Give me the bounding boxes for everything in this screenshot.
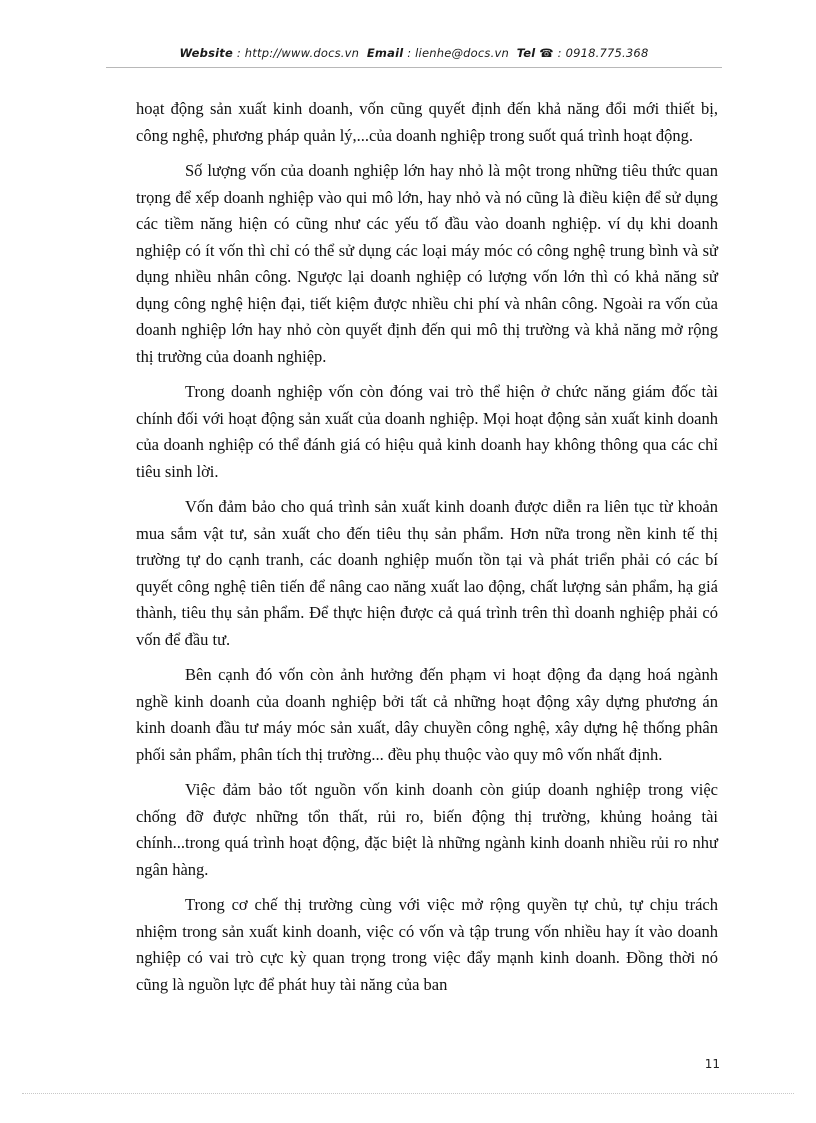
- header-divider: [106, 67, 722, 68]
- page-number: 11: [704, 1057, 720, 1071]
- website-label: Website: [179, 46, 233, 60]
- paragraph: Bên cạnh đó vốn còn ảnh hưởng đến phạm vi hoạt động đa dạng hoá ngành nghề kinh doanh của doanh nghiệp bởi tất cả những hoạt động xây dựng phương án kinh doanh đầu tư máy móc sản xuất, dây chuyền công nghệ, xây dựng hệ thống phân phối sản phẩm, phân tích thị trường... đều phụ thuộc vào quy mô vốn nhất định.: [136, 665, 718, 764]
- email-label: Email: [366, 46, 404, 60]
- paragraph: Vốn đảm bảo cho quá trình sản xuất kinh doanh được diễn ra liên tục từ khoản mua sắm vật tư, sản xuất cho đến tiêu thụ sản phẩm. Hơn nữa trong nền kinh tế thị trường tự do cạnh tranh, các doanh nghiệp muốn tồn tại và phát triển phải có các bí quyết công nghệ tiên tiến để nâng cao năng xuất lao động, chất lượng sản phẩm, hạ giá thành, tiêu thụ sản phẩm. Để thực hiện được cả quá trình trên thì doanh nghiệp phải có vốn để đầu tư.: [136, 497, 718, 649]
- footer-divider: [22, 1093, 794, 1094]
- document-body: [136, 96, 718, 1007]
- page-header: [106, 46, 722, 60]
- paragraph: Trong doanh nghiệp vốn còn đóng vai trò thể hiện ở chức năng giám đốc tài chính đối với hoạt động sản xuất của doanh nghiệp. Mọi hoạt động sản xuất kinh doanh của doanh nghiệp có thể đánh giá có hiệu quả kinh doanh hay không thông qua các chỉ tiêu sinh lời.: [136, 382, 718, 481]
- paragraph-continuation: hoạt động sản xuất kinh doanh, vốn cũng quyết định đến khả năng đổi mới thiết bị, công nghệ, phương pháp quản lý,...của doanh nghiệp trong suốt quá trình hoạt động.: [136, 99, 718, 145]
- tel-label: Tel: [516, 46, 536, 60]
- paragraph: Số lượng vốn của doanh nghiệp lớn hay nhỏ là một trong những tiêu thức quan trọng để xếp doanh nghiệp vào qui mô lớn, hay nhỏ và nó cũng là điều kiện để sử dụng các tiềm năng hiện có cũng như các yếu tố đầu vào doanh nghiệp. ví dụ khi doanh nghiệp có ít vốn thì chỉ có thể sử dụng các loại máy móc có công nghệ trung bình và sử dụng nhiều nhân công. Ngược lại doanh nghiệp có lượng vốn lớn thì có khả năng sử dụng công nghệ hiện đại, tiết kiệm được nhiều chi phí và nhân công. Ngoài ra vốn của doanh nghiệp lớn hay nhỏ còn quyết định đến qui mô thị trường và khả năng mở rộng thị trường của doanh nghiệp.: [136, 161, 718, 366]
- telephone-icon: ☎: [539, 46, 554, 60]
- email-value: : lienhe@docs.vn: [407, 46, 509, 60]
- website-value: : http://www.docs.vn: [236, 46, 360, 60]
- tel-value: : 0918.775.368: [557, 46, 649, 60]
- paragraph: Việc đảm bảo tốt nguồn vốn kinh doanh còn giúp doanh nghiệp trong việc chống đỡ được những tổn thất, rủi ro, biến động thị trường, khủng hoảng tài chính...trong quá trình hoạt động, đặc biệt là những ngành kinh doanh nhiều rủi ro như ngân hàng.: [136, 780, 718, 879]
- paragraph: Trong cơ chế thị trường cùng với việc mở rộng quyền tự chủ, tự chịu trách nhiệm trong sản xuất kinh doanh, việc có vốn và tập trung vốn nhiều hay ít vào doanh nghiệp có vai trò cực kỳ quan trọng trong việc đẩy mạnh kinh doanh. Đồng thời nó cũng là nguồn lực để phát huy tài năng của ban: [136, 895, 718, 994]
